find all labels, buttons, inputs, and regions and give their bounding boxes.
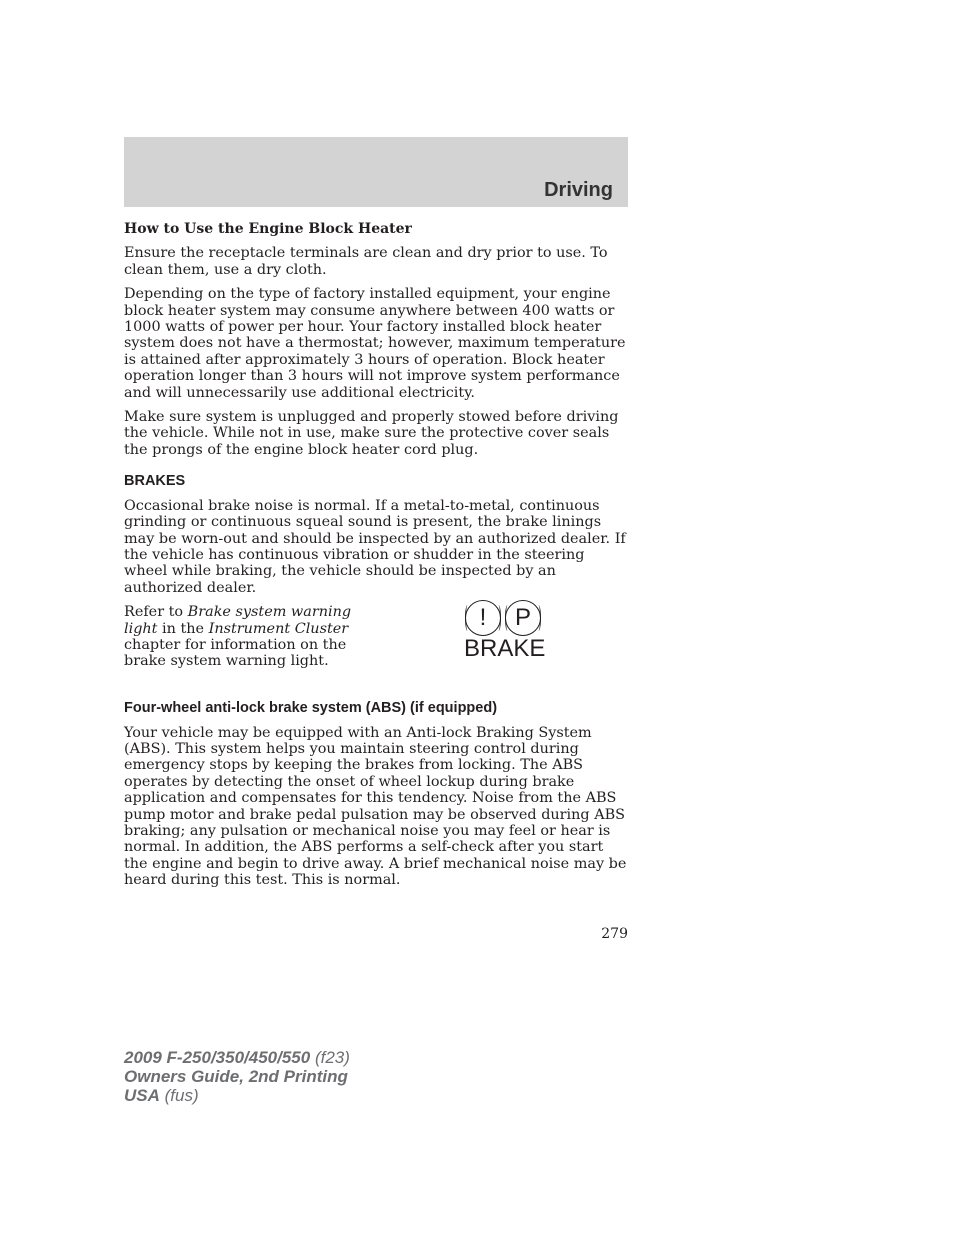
parking-brake-circle-icon: P <box>505 600 541 636</box>
brakes-heading: BRAKES <box>124 473 186 490</box>
refer-part-1: Refer to <box>124 604 188 621</box>
footer-market: USA <box>124 1086 160 1105</box>
footer-model: 2009 F-250/350/450/550 <box>124 1048 311 1067</box>
page-number: 279 <box>601 926 628 942</box>
exclamation-circle-icon: ! <box>465 600 501 636</box>
footer-guide-edition: Owners Guide, 2nd Printing <box>124 1067 348 1086</box>
engine-block-heater-paragraph-3: Make sure system is unplugged and properly stowed before driving the vehicle. While not in use, make sure the protective cover seals the prongs of the engine block heater cord plug. <box>124 409 619 458</box>
engine-block-heater-heading: How to Use the Engine Block Heater <box>124 221 412 237</box>
engine-block-heater-paragraph-1: Ensure the receptacle terminals are clean and dry prior to use. To clean them, use a dry cloth. <box>124 245 608 278</box>
brakes-paragraph: Occasional brake noise is normal. If a metal-to-metal, continuous grinding or continuous squeal sound is present, the brake linings may be worn-out and should be inspected by an authorized dealer. If the vehicle has continuous vibration or shudder in the steering wheel while braking, the vehicle should be inspected by an authorized dealer. <box>124 497 626 596</box>
instrument-cluster-link: Instrument Cluster <box>208 620 349 637</box>
engine-block-heater-paragraph-2: Depending on the type of factory installed equipment, your engine block heater system may consume anywhere between 400 watts or 1000 watts of power per hour. Your factory installed block heater system does not have a thermostat; however, maximum temperature is attained after approximately 3 hours of operation. Block heater operation longer than 3 hours will not improve system performance and will unnecessarily use additional electricity. <box>124 286 626 401</box>
footer-market-code: (fus) <box>159 1086 199 1105</box>
brake-warning-reference <box>124 604 630 670</box>
page-content <box>124 221 630 897</box>
section-title: Driving <box>544 179 613 201</box>
document-footer <box>124 1048 350 1105</box>
section-header-band <box>124 137 628 207</box>
refer-part-3: chapter for information on the brake system warning light. <box>124 636 347 670</box>
footer-model-code: (f23) <box>310 1048 350 1067</box>
brake-warning-light-link: Brake system warning light <box>124 604 352 637</box>
abs-paragraph: Your vehicle may be equipped with an Anti-lock Braking System (ABS). This system helps you maintain steering control during emergency stops by keeping the brakes from locking. The ABS operates by detecting the onset of wheel lockup during brake application and compensates for this tendency. Noise from the ABS pump motor and brake pedal pulsation may be observed during ABS braking; any pulsation or mechanical noise you may feel or hear is normal. In addition, the ABS performs a self-check after you start the engine and begin to drive away. A brief mechanical noise may be heard during this test. This is normal. <box>124 724 627 889</box>
brake-icon-label: BRAKE <box>464 635 546 663</box>
abs-heading: Four-wheel anti-lock brake system (ABS) (if equipped) <box>124 700 498 717</box>
refer-part-2: in the <box>157 620 209 637</box>
brake-reference-text <box>124 604 386 670</box>
brake-warning-icon <box>464 600 556 664</box>
